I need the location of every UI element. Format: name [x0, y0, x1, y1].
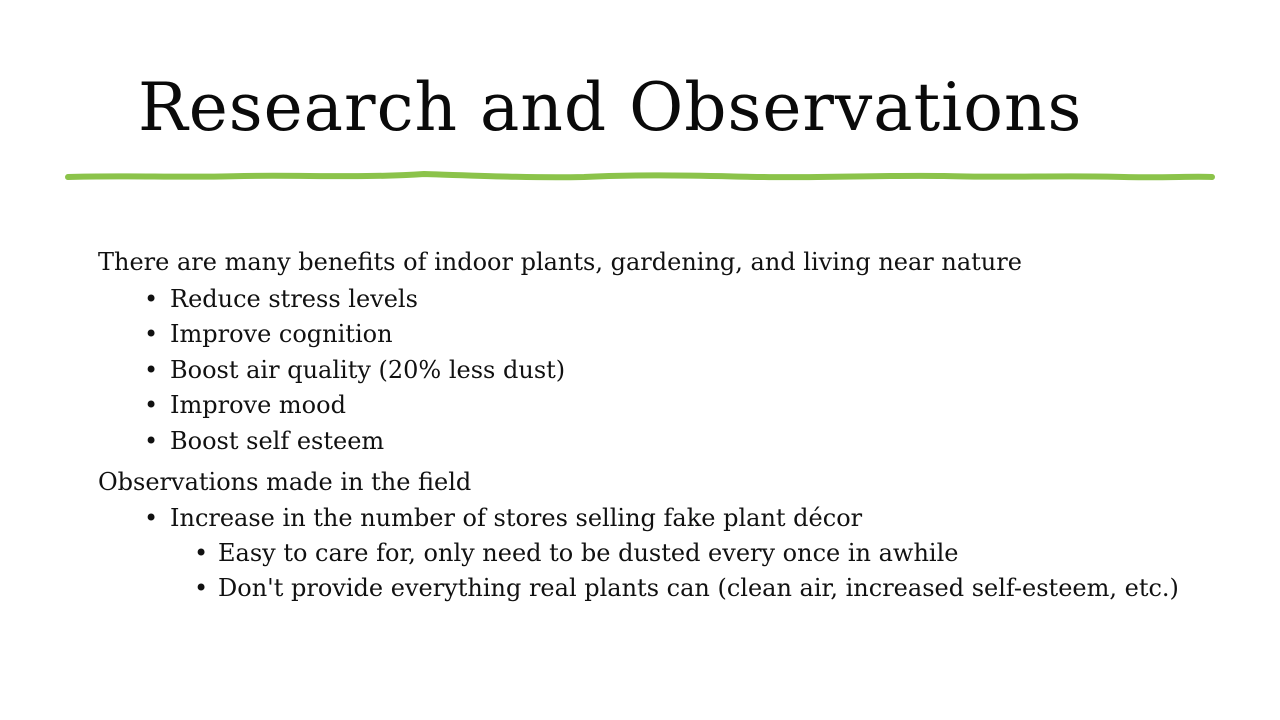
- title-underline-rule: [64, 166, 1216, 186]
- list-item: [98, 426, 1208, 456]
- list-item: [98, 355, 1208, 385]
- list-item-text: Boost air quality (20% less dust): [170, 355, 566, 384]
- sub-list-item: [98, 573, 1208, 603]
- rule-stroke: [68, 174, 1212, 177]
- sub-list-item-text: Don't provide everything real plants can (clean air, increased self-esteem, etc.): [218, 574, 1179, 602]
- benefits-list: [98, 284, 1208, 456]
- list-item: [98, 503, 1208, 533]
- bullet-glyph: •: [194, 574, 209, 602]
- list-item: [98, 319, 1208, 349]
- section-heading-observations: Observations made in the field: [98, 467, 472, 496]
- slide-body: [98, 246, 1208, 603]
- bullet-glyph: •: [144, 284, 159, 313]
- list-item: [98, 284, 1208, 314]
- list-item-text: Improve mood: [170, 391, 346, 419]
- bullet-glyph: •: [144, 391, 159, 419]
- list-item-text: Reduce stress levels: [170, 284, 418, 313]
- list-item-text: Boost self esteem: [170, 426, 385, 455]
- bullet-glyph: •: [144, 426, 159, 455]
- list-item: [98, 390, 1208, 420]
- sub-list-item: [98, 538, 1208, 568]
- bullet-glyph: •: [144, 355, 159, 384]
- observations-list: [98, 503, 1208, 603]
- section-heading-benefits: There are many benefits of indoor plants, gardening, and living near nature: [98, 248, 1022, 276]
- bullet-glyph: •: [144, 320, 159, 348]
- bullet-glyph: •: [144, 504, 159, 532]
- list-item-text: Increase in the number of stores selling fake plant décor: [170, 504, 863, 532]
- slide-title: Research and Observations: [138, 69, 1083, 146]
- list-item-text: Improve cognition: [170, 320, 393, 348]
- sub-list-item-text: Easy to care for, only need to be dusted every once in awhile: [218, 539, 959, 567]
- bullet-glyph: •: [194, 539, 209, 567]
